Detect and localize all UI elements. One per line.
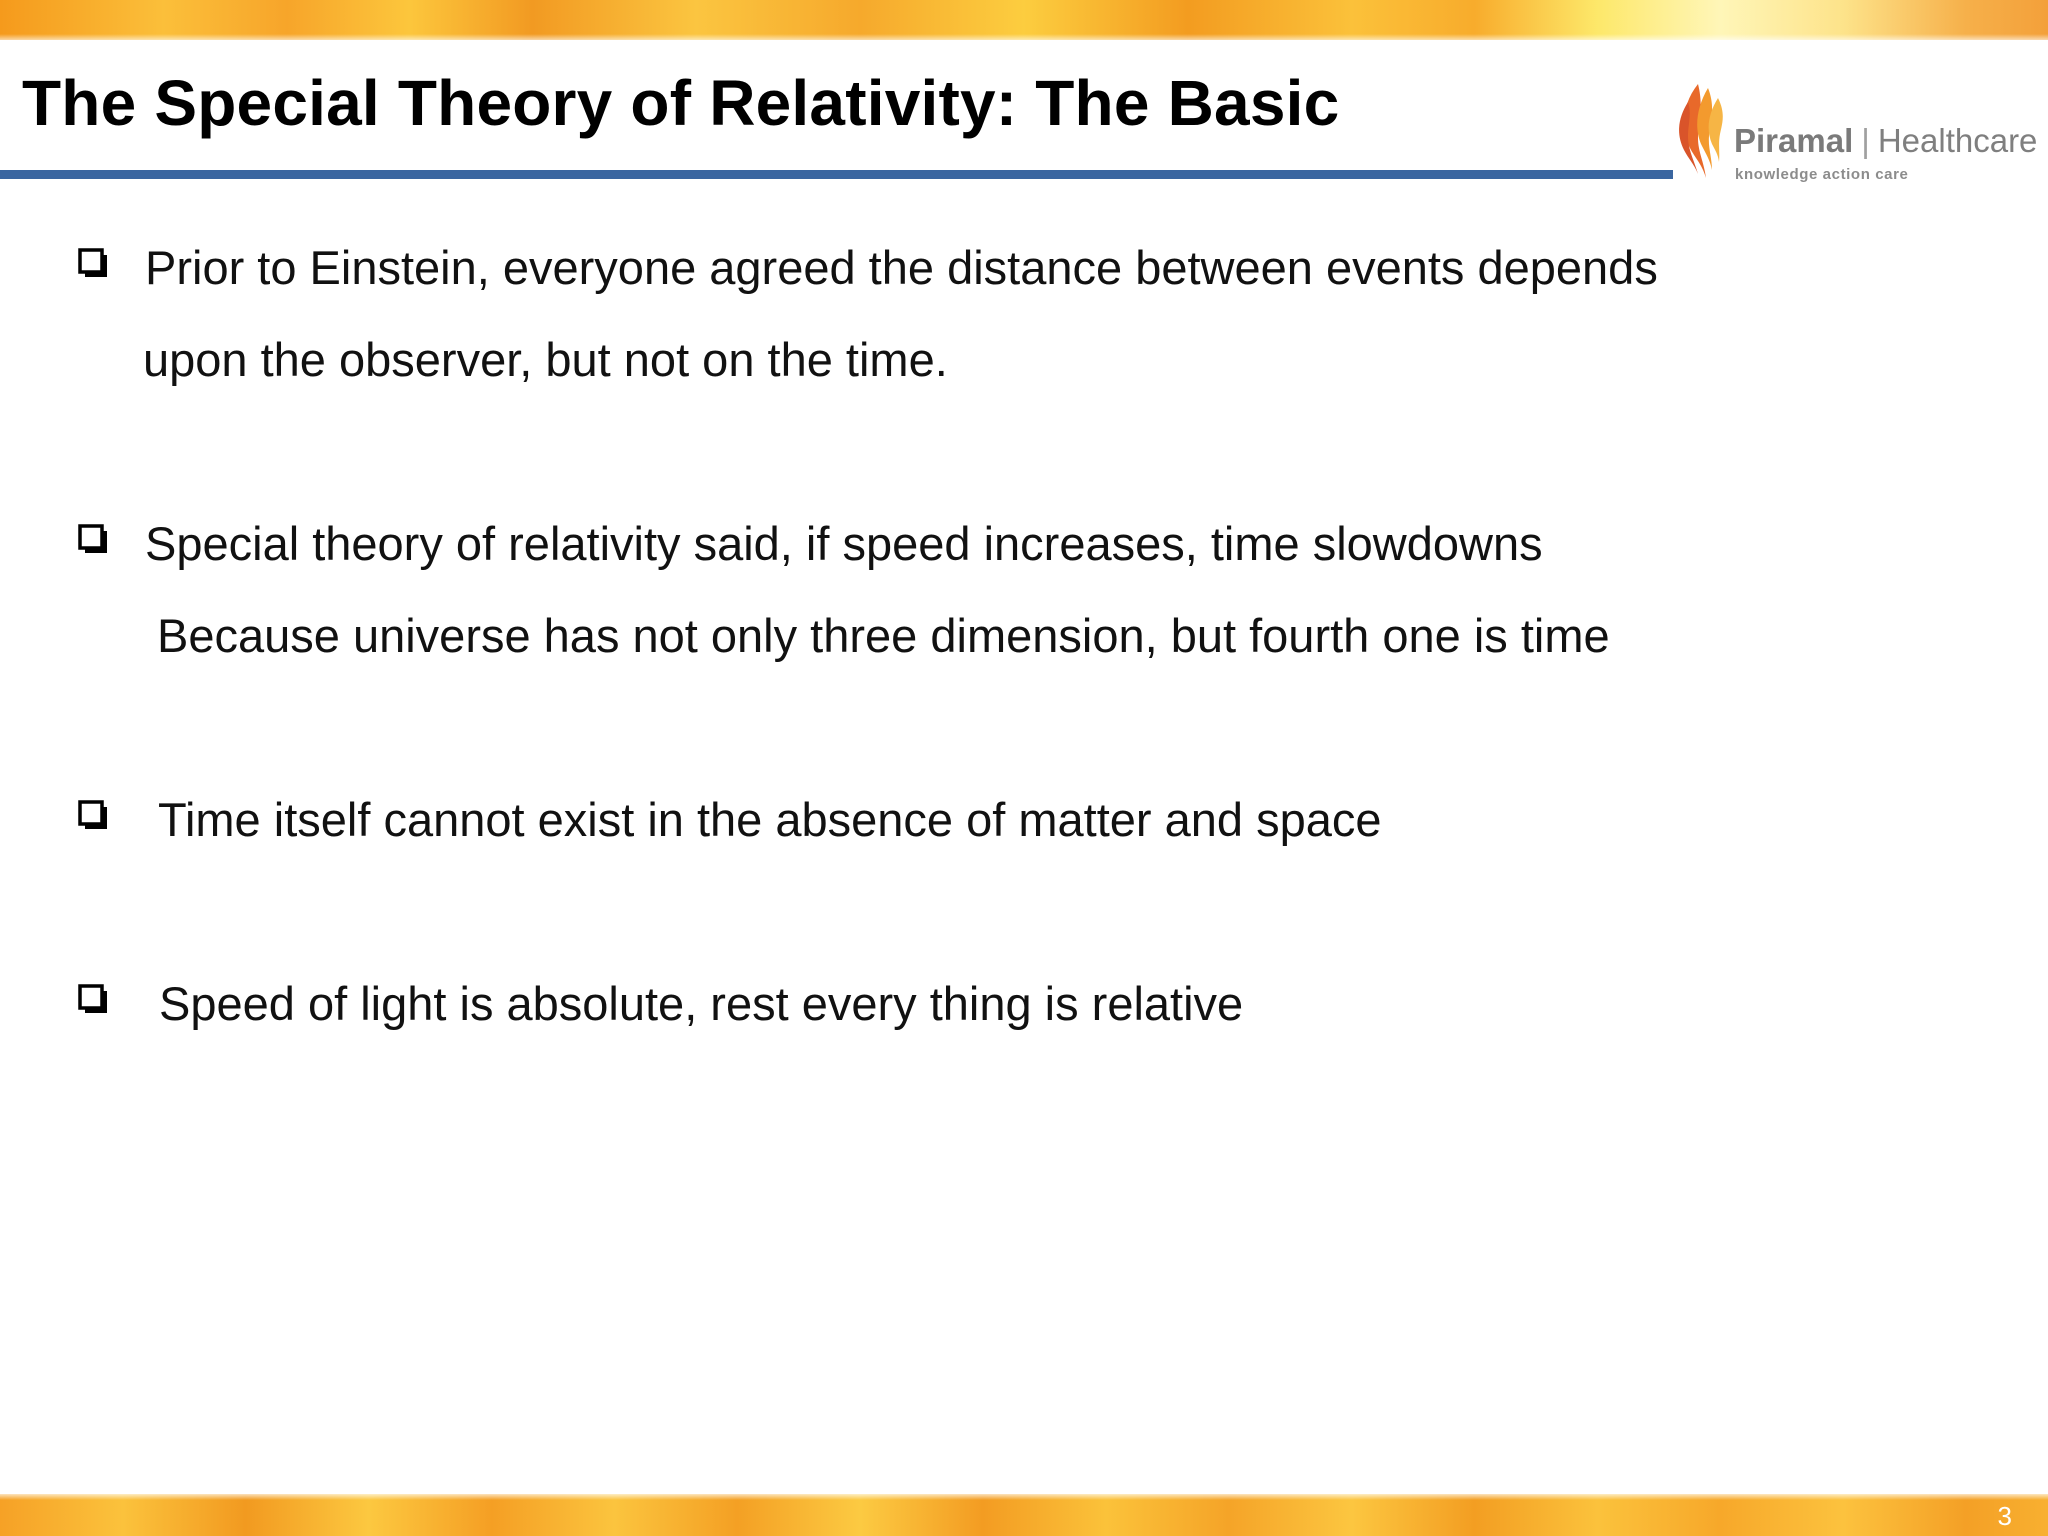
bottom-decorative-band <box>0 1494 2048 1536</box>
checkbox-icon <box>76 522 110 556</box>
bullet-text-line: Because universe has not only three dimension, but fourth one is time <box>157 609 1610 662</box>
bullet-text-line: upon the observer, but not on the time. <box>143 333 948 386</box>
title-underline <box>0 170 1673 179</box>
top-decorative-band <box>0 0 2048 40</box>
logo-separator: | <box>1861 122 1870 159</box>
company-logo <box>1668 78 2038 188</box>
bullet-text-line: Special theory of relativity said, if speed increases, time slowdowns <box>145 517 1543 570</box>
slide-title: The Special Theory of Relativity: The Basic <box>22 67 1340 139</box>
logo-tagline: knowledge action care <box>1735 166 1909 183</box>
logo-name-primary: Piramal <box>1734 122 1854 159</box>
bullet-text-line: Prior to Einstein, everyone agreed the distance between events depends <box>145 241 1658 294</box>
checkbox-icon <box>76 798 110 832</box>
logo-wordmark <box>1734 122 2037 160</box>
page-number: 3 <box>1997 1501 2012 1531</box>
bullet-text-line: Speed of light is absolute, rest every thing is relative <box>159 977 1244 1030</box>
flame-logo-icon <box>1668 78 1734 188</box>
bullet-text-line: Time itself cannot exist in the absence of matter and space <box>158 793 1382 846</box>
checkbox-icon <box>76 982 110 1016</box>
logo-name-secondary: Healthcare <box>1877 122 2038 159</box>
checkbox-icon <box>76 246 110 280</box>
